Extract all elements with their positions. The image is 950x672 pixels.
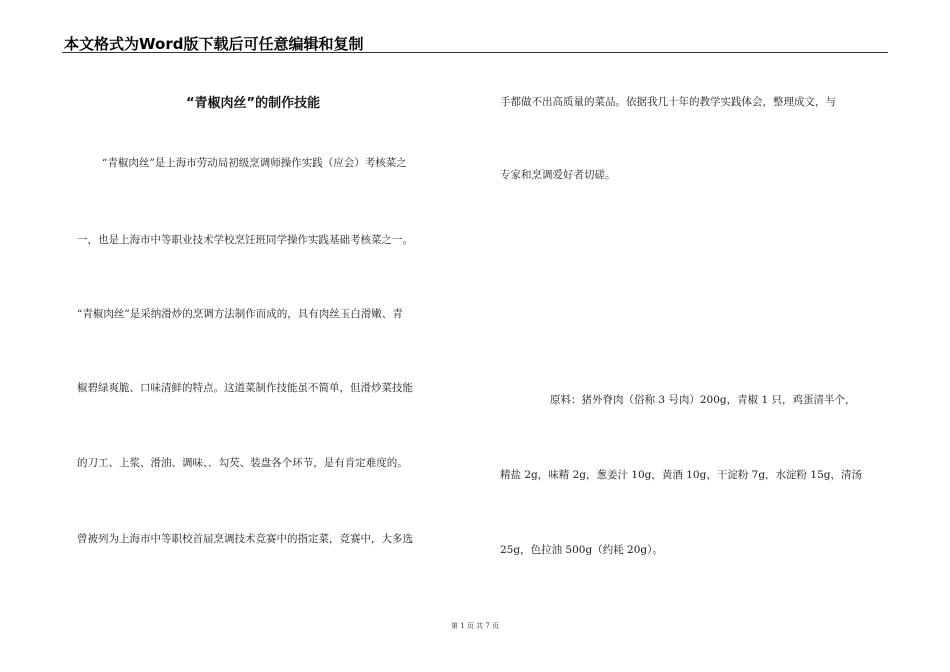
left-column-line: 椒碧绿爽脆、口味清鲜的特点。这道菜制作技能虽不简单，但滑炒菜技能 bbox=[77, 382, 413, 394]
right-column-line: 手都做不出高质量的菜品。依据我几十年的教学实践体会，整理成文，与 bbox=[500, 96, 836, 108]
left-column-line: 曾被列为上海市中等职校首届烹调技术竞赛中的指定菜，竞赛中，大多选 bbox=[77, 533, 413, 545]
left-column-line: “青椒肉丝”是上海市劳动局初级烹调师操作实践（应会）考核菜之 bbox=[102, 157, 407, 169]
right-column-line: 原料：猪外脊肉（俗称 3 号肉）200g，青椒 1 只，鸡蛋清半个， bbox=[550, 394, 856, 406]
left-column-line: “青椒肉丝”是采纳滑炒的烹调方法制作而成的，具有肉丝玉白滑嫩、青 bbox=[77, 308, 403, 320]
page-number: 第 1 页 共 7 页 bbox=[450, 622, 500, 630]
document-title: “青椒肉丝”的制作技能 bbox=[186, 96, 321, 111]
right-column-line: 25g，色拉油 500g（约耗 20g）。 bbox=[500, 544, 663, 556]
header-divider bbox=[62, 52, 888, 53]
right-column-line: 专家和烹调爱好者切磋。 bbox=[500, 169, 616, 181]
right-column-line: 精盐 2g，味精 2g，葱姜汁 10g，黄酒 10g，干淀粉 7g，水淀粉 15g，清汤 bbox=[500, 469, 862, 481]
left-column-line: 一，也是上海市中等职业技术学校烹饪班同学操作实践基础考核菜之一。 bbox=[77, 234, 413, 246]
document-header-banner: 本文格式为Word版下载后可任意编辑和复制 bbox=[64, 35, 364, 53]
left-column-line: 的刀工、上浆、滑油、调味、．勾芡、装盘各个环节，是有肯定难度的。 bbox=[77, 457, 408, 469]
